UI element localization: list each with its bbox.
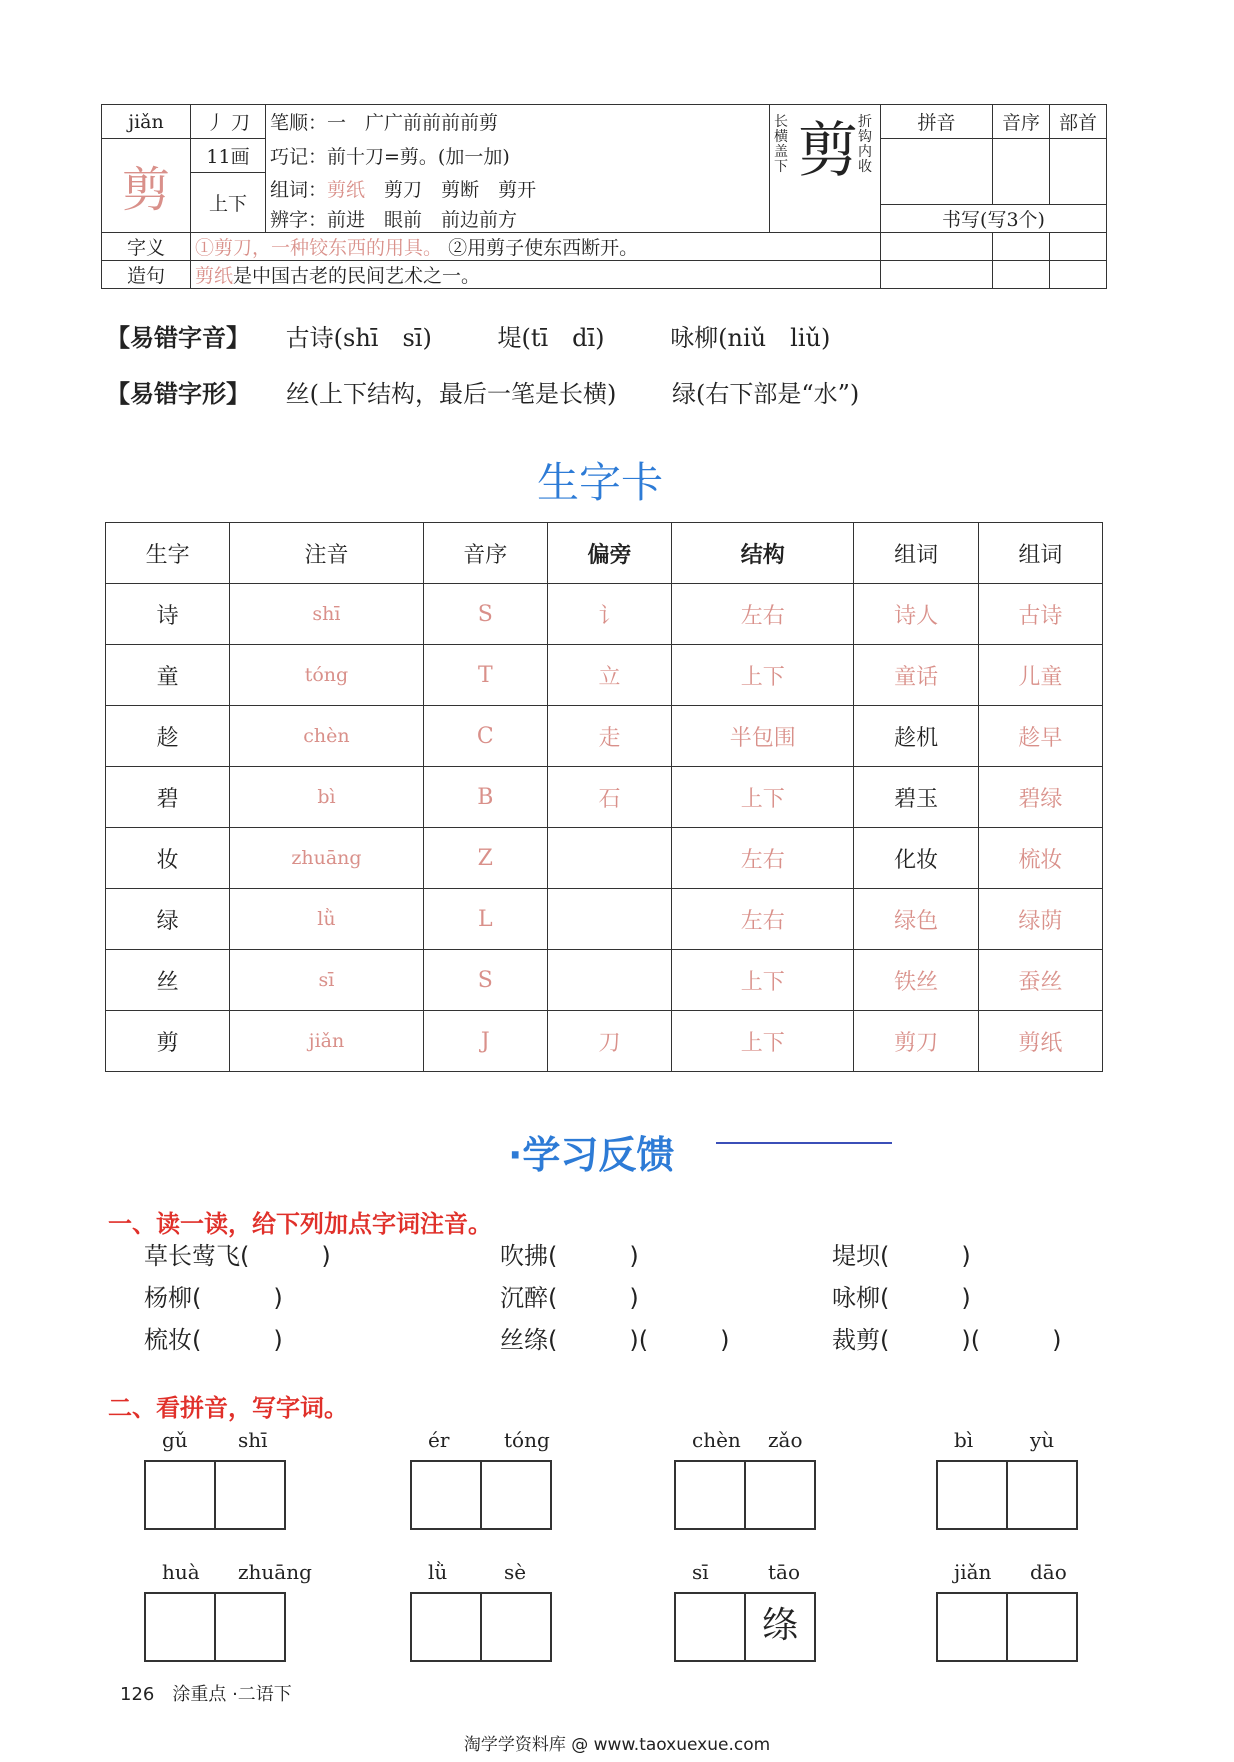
table-row xyxy=(106,889,1103,950)
table-row xyxy=(106,584,1103,645)
radical-sub-label: 部首 xyxy=(1050,105,1107,139)
row-character: 碧 xyxy=(106,767,230,828)
q2-pinyin: shī xyxy=(238,1428,268,1452)
row-word2: 剪纸 xyxy=(978,1011,1102,1072)
table-row xyxy=(106,706,1103,767)
row-order: S xyxy=(423,950,547,1011)
table-row xyxy=(106,828,1103,889)
q1-item: 裁剪( )( ) xyxy=(832,1326,1062,1354)
row-structure: 半包围 xyxy=(672,706,854,767)
q2-write-grid[interactable] xyxy=(936,1460,1078,1530)
row-structure: 左右 xyxy=(672,828,854,889)
sound-errors: 【易错字音】 古诗(shī sī) 堤(tī dī) 咏柳(niǔ liǔ) xyxy=(106,324,831,352)
card-stroke-order: 笔顺：一 广广前前前前剪 xyxy=(266,105,770,139)
meaning-label: 字义 xyxy=(102,233,191,261)
write-label: 书写(写3个) xyxy=(881,205,1107,233)
row-character: 妆 xyxy=(106,828,230,889)
row-character: 童 xyxy=(106,645,230,706)
row-order: T xyxy=(423,645,547,706)
q2-write-grid[interactable] xyxy=(674,1460,816,1530)
q2-pinyin: tāo xyxy=(768,1560,801,1584)
write-cell[interactable] xyxy=(215,1593,285,1661)
card-tip: 巧记：前十刀=剪。(加一加) xyxy=(266,139,770,173)
row-character: 剪 xyxy=(106,1011,230,1072)
row-order: S xyxy=(423,584,547,645)
card-structure: 上下 xyxy=(191,173,266,233)
row-pinyin: tóng xyxy=(230,645,423,706)
row-character: 绿 xyxy=(106,889,230,950)
row-pinyin: sī xyxy=(230,950,423,1011)
row-radical: 走 xyxy=(547,706,671,767)
write-cell[interactable] xyxy=(937,1461,1007,1529)
pinyin-box[interactable] xyxy=(881,139,993,205)
row-word1: 剪刀 xyxy=(854,1011,978,1072)
q2-pinyin: dāo xyxy=(1030,1560,1067,1584)
sentence-text: 剪纸是中国古老的民间艺术之一。 xyxy=(191,261,881,289)
order-sub-label: 音序 xyxy=(993,105,1050,139)
shape-errors: 【易错字形】 丝(上下结构，最后一笔是长横) 绿(右下部是“水”) xyxy=(106,380,860,408)
row-order: B xyxy=(423,767,547,828)
card-title: 生字卡 xyxy=(536,458,663,507)
write-cell[interactable] xyxy=(745,1461,815,1529)
row-radical xyxy=(547,828,671,889)
row-word2: 蚕丝 xyxy=(978,950,1102,1011)
q2-pinyin: zǎo xyxy=(768,1428,803,1452)
row-radical: 讠 xyxy=(547,584,671,645)
row-word1: 碧玉 xyxy=(854,767,978,828)
q2-pinyin: gǔ xyxy=(162,1428,188,1452)
row-radical xyxy=(547,889,671,950)
q2-pinyin: tóng xyxy=(504,1428,550,1452)
card-strokes: 11画 xyxy=(191,139,266,173)
row-word1: 化妆 xyxy=(854,828,978,889)
site-watermark: 淘学学资料库 @ www.taoxuexue.com xyxy=(463,1735,771,1755)
q1-item: 梳妆( ) xyxy=(144,1326,283,1354)
title-underline xyxy=(716,1142,892,1144)
q1-item: 沉醉( ) xyxy=(500,1284,639,1312)
meaning-text: ①剪刀，一种铰东西的用具。 ②用剪子使东西断开。 xyxy=(191,233,881,261)
row-word1: 趁机 xyxy=(854,706,978,767)
row-pinyin: zhuāng xyxy=(230,828,423,889)
header-word1: 组词 xyxy=(854,523,978,584)
write-cell[interactable] xyxy=(481,1593,551,1661)
q2-pinyin: ér xyxy=(428,1428,450,1452)
q2-pinyin: zhuāng xyxy=(238,1560,312,1584)
big-character: 剪 xyxy=(798,116,858,186)
q2-pinyin: sī xyxy=(692,1560,709,1584)
write-cell[interactable] xyxy=(411,1593,481,1661)
right-note: 折钩内收 xyxy=(858,114,872,175)
row-radical: 石 xyxy=(547,767,671,828)
header-order: 音序 xyxy=(423,523,547,584)
row-pinyin: jiǎn xyxy=(230,1011,423,1072)
card-distinguish: 辨字：前进 眼前 前边前方 xyxy=(266,205,770,233)
card-words: 组词：剪纸 剪刀 剪断 剪开 xyxy=(266,173,770,205)
left-note: 长横盖下 xyxy=(774,114,788,175)
q2-pinyin: jiǎn xyxy=(954,1560,992,1584)
q1-item: 杨柳( ) xyxy=(144,1284,283,1312)
q2-write-grid[interactable] xyxy=(674,1592,816,1662)
sentence-label: 造句 xyxy=(102,261,191,289)
q2-pinyin: huà xyxy=(162,1560,200,1584)
write-box-6[interactable] xyxy=(1050,261,1107,289)
row-word2: 趁早 xyxy=(978,706,1102,767)
row-order: L xyxy=(423,889,547,950)
write-box-5[interactable] xyxy=(993,261,1050,289)
radical-box[interactable] xyxy=(1050,139,1107,205)
q2-pinyin: sè xyxy=(504,1560,527,1584)
write-cell[interactable] xyxy=(145,1461,215,1529)
q2-pinyin: yù xyxy=(1030,1428,1055,1452)
row-character: 丝 xyxy=(106,950,230,1011)
card-pinyin: jiǎn xyxy=(102,105,191,139)
row-word1: 绿色 xyxy=(854,889,978,950)
row-character: 趁 xyxy=(106,706,230,767)
q1-item: 咏柳( ) xyxy=(832,1284,971,1312)
write-cell[interactable] xyxy=(1007,1461,1077,1529)
row-pinyin: chèn xyxy=(230,706,423,767)
table-row xyxy=(106,767,1103,828)
q2-pinyin: chèn xyxy=(692,1428,741,1452)
feedback-title: ·学习反馈 xyxy=(508,1133,675,1177)
row-radical: 立 xyxy=(547,645,671,706)
row-word1: 诗人 xyxy=(854,584,978,645)
character-card xyxy=(101,104,1107,289)
row-word2: 绿荫 xyxy=(978,889,1102,950)
write-box-3[interactable] xyxy=(1050,233,1107,261)
page-footer: 126 涂重点 ·二语下 xyxy=(120,1684,292,1705)
q2-write-grid[interactable] xyxy=(144,1460,286,1530)
header-char: 生字 xyxy=(106,523,230,584)
q2-write-grid[interactable] xyxy=(144,1592,286,1662)
card-char-cell xyxy=(770,105,881,233)
q2-write-grid[interactable] xyxy=(410,1460,552,1530)
row-structure: 上下 xyxy=(672,950,854,1011)
row-order: Z xyxy=(423,828,547,889)
q1-title: 一、读一读，给下列加点字词注音。 xyxy=(108,1210,492,1238)
write-cell[interactable] xyxy=(675,1593,745,1661)
row-pinyin: shī xyxy=(230,584,423,645)
card-character: 剪 xyxy=(102,139,191,233)
order-box[interactable] xyxy=(993,139,1050,205)
row-word1: 铁丝 xyxy=(854,950,978,1011)
row-word1: 童话 xyxy=(854,645,978,706)
row-character: 诗 xyxy=(106,584,230,645)
row-structure: 上下 xyxy=(672,645,854,706)
q1-item: 草长莺飞( ) xyxy=(144,1242,331,1270)
header-pinyin: 注音 xyxy=(230,523,423,584)
vocab-table xyxy=(105,522,1103,1072)
write-box-4[interactable] xyxy=(881,261,993,289)
row-word2: 古诗 xyxy=(978,584,1102,645)
q1-item: 丝绦( )( ) xyxy=(500,1326,730,1354)
q2-write-grid[interactable] xyxy=(410,1592,552,1662)
row-radical: 刀 xyxy=(547,1011,671,1072)
write-cell[interactable] xyxy=(937,1593,1007,1661)
write-box-1[interactable] xyxy=(881,233,993,261)
table-row xyxy=(106,645,1103,706)
row-word2: 儿童 xyxy=(978,645,1102,706)
row-pinyin: lǜ xyxy=(230,889,423,950)
q2-title: 二、看拼音，写字词。 xyxy=(108,1394,348,1422)
header-word2: 组词 xyxy=(978,523,1102,584)
row-order: J xyxy=(423,1011,547,1072)
write-cell[interactable] xyxy=(1007,1593,1077,1661)
header-radical: 偏旁 xyxy=(547,523,671,584)
write-cell[interactable] xyxy=(675,1461,745,1529)
write-cell[interactable] xyxy=(215,1461,285,1529)
table-row xyxy=(106,950,1103,1011)
q2-write-grid[interactable] xyxy=(936,1592,1078,1662)
q1-item: 吹拂( ) xyxy=(500,1242,639,1270)
card-radical-info: 丿 刀 xyxy=(191,105,266,139)
row-structure: 上下 xyxy=(672,767,854,828)
row-structure: 左右 xyxy=(672,584,854,645)
row-structure: 上下 xyxy=(672,1011,854,1072)
row-word2: 碧绿 xyxy=(978,767,1102,828)
row-word2: 梳妆 xyxy=(978,828,1102,889)
header-structure: 结构 xyxy=(672,523,854,584)
table-row xyxy=(106,1011,1103,1072)
row-pinyin: bì xyxy=(230,767,423,828)
q2-pinyin: lǜ xyxy=(428,1560,448,1584)
write-cell[interactable]: 绦 xyxy=(745,1593,815,1661)
row-radical xyxy=(547,950,671,1011)
write-cell[interactable] xyxy=(481,1461,551,1529)
write-box-2[interactable] xyxy=(993,233,1050,261)
q2-pinyin: bì xyxy=(954,1428,974,1452)
write-cell[interactable] xyxy=(411,1461,481,1529)
write-cell[interactable] xyxy=(145,1593,215,1661)
row-structure: 左右 xyxy=(672,889,854,950)
row-order: C xyxy=(423,706,547,767)
pinyin-label: 拼音 xyxy=(881,105,993,139)
q1-item: 堤坝( ) xyxy=(832,1242,971,1270)
